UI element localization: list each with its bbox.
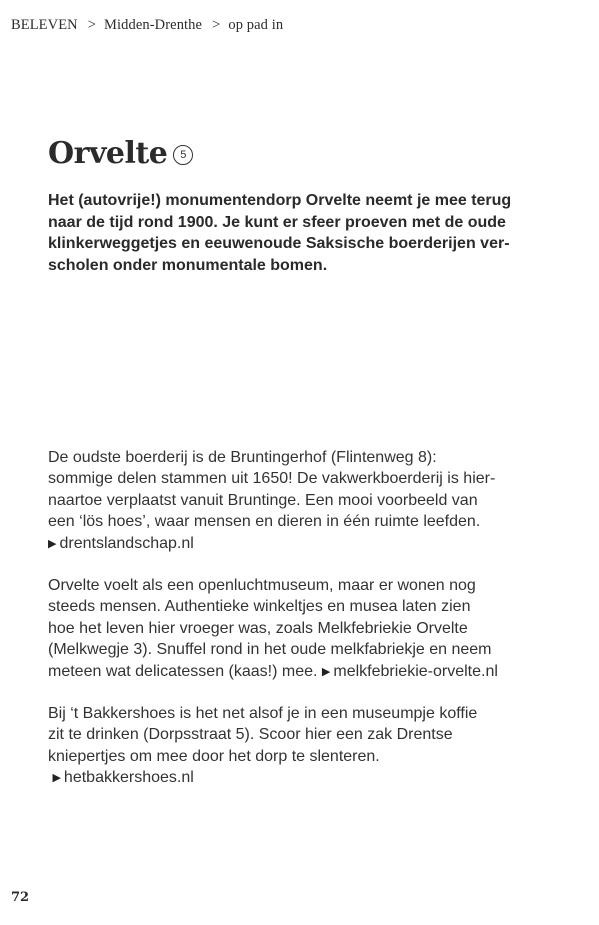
link-line	[48, 767, 568, 789]
page-number: 72	[11, 890, 30, 905]
paragraph-line: De oudste boerderij is de Bruntingerhof (Flintenweg 8):	[48, 449, 437, 466]
intro-paragraph	[48, 190, 548, 276]
paragraph-line: kniepertjes om mee door het dorp te slenteren.	[48, 747, 380, 765]
intro-line: naar de tijd rond 1900. Je kunt er sfeer proeven met de oude	[48, 213, 506, 231]
paragraph-trailing-text: meteen wat delicatessen (kaas!) mee.	[48, 662, 318, 680]
paragraph-line: sommige delen stammen uit 1650! De vakwerkboerderij is hier-	[48, 470, 496, 488]
arrow-right-icon: ▶	[48, 537, 57, 550]
paragraph-line: (Melkwegje 3). Snuffel rond in het oude melkfabriekje en neem	[48, 641, 492, 659]
arrow-right-icon: ▶	[321, 665, 331, 678]
paragraph-line: hoe het leven hier vroeger was, zoals Melkfebriekie Orvelte	[48, 619, 468, 637]
link-drentslandschap[interactable]: drentslandschap.nl	[59, 534, 194, 552]
arrow-right-icon: ▶	[52, 772, 61, 785]
intro-line: Het (autovrije!) monumentendorp Orvelte neemt je mee terug	[48, 192, 512, 209]
breadcrumb-separator: >	[87, 17, 97, 33]
breadcrumb-item-beleven[interactable]: BELEVEN	[11, 17, 78, 33]
intro-line: klinkerweggetjes en eeuwenoude Saksische boerderijen ver-	[48, 235, 510, 252]
paragraph-orvelte-museum	[48, 575, 568, 683]
paragraph-line: steeds mensen. Authentieke winkeltjes en musea laten zien	[48, 598, 471, 616]
intro-line: scholen onder monumentale bomen.	[48, 256, 328, 274]
breadcrumb-item-midden-drenthe[interactable]: Midden-Drenthe	[104, 17, 203, 33]
link-melkfebriekie[interactable]: melkfebriekie-orvelte.nl	[333, 662, 498, 680]
breadcrumb-item-op-pad-in[interactable]: op pad in	[228, 17, 284, 33]
paragraph-line: Orvelte voelt als een openluchtmuseum, maar er wonen nog	[48, 577, 476, 594]
breadcrumb-separator: >	[212, 17, 221, 33]
link-line	[48, 533, 568, 555]
page-title: Orvelte	[48, 136, 168, 171]
location-number-badge: 5	[173, 145, 193, 165]
paragraph-line: een ‘lös hoes’, waar mensen en dieren in één ruimte leefden.	[48, 513, 481, 531]
paragraph-line: naartoe verplaatst vanuit Bruntinge. Een mooi voorbeeld van	[48, 491, 478, 509]
breadcrumb	[11, 17, 283, 34]
link-hetbakkershoes[interactable]: hetbakkershoes.nl	[63, 769, 194, 787]
paragraph-line: zit te drinken (Dorpsstraat 5). Scoor hier een zak Drentse	[48, 726, 453, 744]
paragraph-line-with-link	[48, 661, 568, 683]
paragraph-bruntingerhof	[48, 447, 568, 555]
title-row	[48, 132, 193, 176]
paragraph-line: Bij ‘t Bakkershoes is het net alsof je in een museumpje koffie	[48, 705, 478, 722]
paragraph-bakkershoes	[48, 703, 568, 790]
